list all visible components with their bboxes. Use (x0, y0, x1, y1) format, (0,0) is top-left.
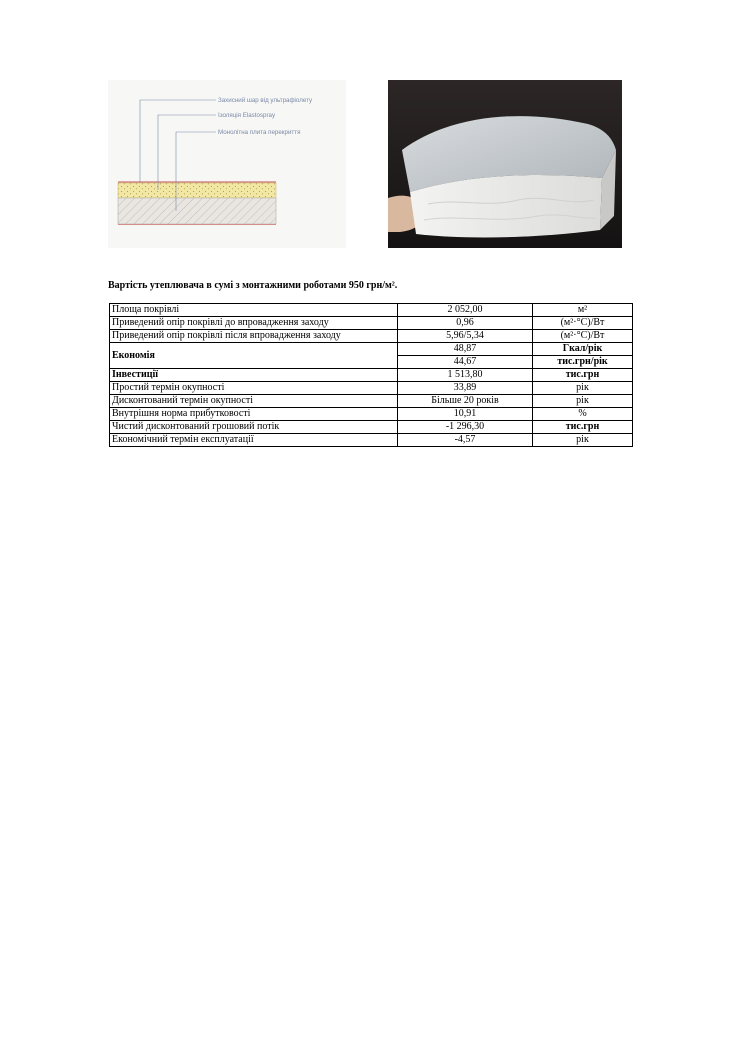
row-name: Приведений опір покрівлі до впровадження заходу (110, 317, 398, 330)
table-row (110, 434, 633, 447)
row-value: 10,91 (398, 408, 533, 421)
roof-layers-diagram (108, 80, 346, 248)
table-row (110, 369, 633, 382)
diagram-label-uv: Захисний шар від ультрафіолету (218, 97, 313, 104)
row-unit: рік (533, 382, 633, 395)
row-unit: % (533, 408, 633, 421)
table-row (110, 421, 633, 434)
economic-indicators-table (109, 303, 633, 447)
insulation-sample-photo (388, 80, 622, 248)
insulation-layer (118, 183, 276, 198)
row-value: 5,96/5,34 (398, 330, 533, 343)
insulation-cost-heading: Вартість утеплювача в сумі з монтажними роботами 950 грн/м². (108, 280, 398, 291)
diagram-label-slab: Монолітна плита перекриття (218, 129, 301, 136)
row-value: 1 513,80 (398, 369, 533, 382)
row-unit: Гкал/рік (533, 343, 633, 356)
row-unit: (м²·°С)/Вт (533, 330, 633, 343)
row-value: 2 052,00 (398, 304, 533, 317)
row-value: 48,87 (398, 343, 533, 356)
row-name: Площа покрівлі (110, 304, 398, 317)
row-name: Дисконтований термін окупності (110, 395, 398, 408)
table-row (110, 330, 633, 343)
table-row (110, 408, 633, 421)
row-unit: тис.грн (533, 421, 633, 434)
row-name: Простий термін окупності (110, 382, 398, 395)
row-name: Приведений опір покрівлі після впровадження заходу (110, 330, 398, 343)
row-name: Економічний термін експлуатації (110, 434, 398, 447)
row-value: 0,96 (398, 317, 533, 330)
table-row (110, 317, 633, 330)
row-value: 33,89 (398, 382, 533, 395)
row-value: -1 296,30 (398, 421, 533, 434)
row-name: Чистий дисконтований грошовий потік (110, 421, 398, 434)
row-name: Економія (110, 343, 398, 369)
row-unit: (м²·°С)/Вт (533, 317, 633, 330)
table-row (110, 395, 633, 408)
row-value: 44,67 (398, 356, 533, 369)
diagram-label-insulation: Ізоляція Elastospray (218, 112, 276, 119)
row-value: -4,57 (398, 434, 533, 447)
row-unit: рік (533, 395, 633, 408)
row-unit: рік (533, 434, 633, 447)
row-unit: м² (533, 304, 633, 317)
slab-layer (118, 198, 276, 224)
table-row (110, 304, 633, 317)
table-row (110, 382, 633, 395)
row-unit: тис.грн/рік (533, 356, 633, 369)
row-unit: тис.грн (533, 369, 633, 382)
row-value: Більше 20 років (398, 395, 533, 408)
row-name: Інвестиції (110, 369, 398, 382)
table-row (110, 343, 633, 356)
row-name: Внутрішня норма прибутковості (110, 408, 398, 421)
